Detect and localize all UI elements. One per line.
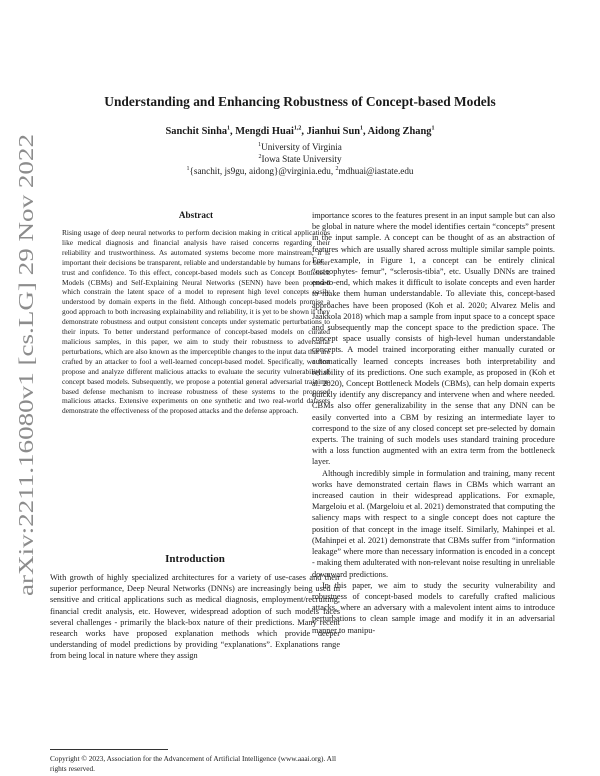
paper-title: Understanding and Enhancing Robustness of Concept-based Models bbox=[104, 94, 496, 109]
abstract-body: Rising usage of deep neural networks to perform decision making in critical applications like medical diagnosis and financial analysis have raised concerns regarding their reliability and trustworthiness. As automated systems become more mainstream, it is important their decisions be transparent, reliable and understandable by humans for better trust and confidence. To this effect, concept-based models such as Concept Bottleneck Models (CBMs) and Self-Explaining Neural Networks (SENN) have been proposed which constrain the latent space of a model to represent high level concepts easily understood by domain experts in the field. Although concept-based models promise a good approach to both increasing explainability and reliability, it is yet to be shown if they demonstrate robustness and output consistent concepts under systematic perturbations to their inputs. To better understand performance of concept-based models on curated malicious samples, in this paper, we aim to study their robustness to adversarial perturbations, which are also known as the imperceptible changes to the input data that are crafted by an attacker to fool a well-learned concept-based model. Specifically, we first propose and analyze different malicious attacks to evaluate the security vulnerability of concept based models. Subsequently, we propose a potential general adversarial training-based defense mechanism to increase robustness of these systems to the proposed malicious attacks. Extensive experiments on one synthetic and two real-world datasets demonstrate the effectiveness of the proposed attacks and the defense approach. bbox=[62, 228, 330, 416]
affiliation-1 bbox=[0, 142, 600, 152]
author-list: Sanchit Sinha$^1$, Mengdi Huai$^{1,2}$, Jianhui Sun$^1$, Aidong Zhang$^1$ bbox=[165, 125, 435, 137]
email-sup: 2 bbox=[335, 165, 339, 172]
affiliation-2 bbox=[0, 154, 600, 164]
affiliation-text: Iowa State University bbox=[261, 154, 342, 164]
author-name: Mengdi Huai bbox=[235, 126, 294, 137]
right-paragraph: Although incredibly simple in formulation and training, many recent works have demonstrated certain flaws in CBMs which warrant an increased caution in their widespread applications. For exmaple, Margeloiu et al. (Margeloiu et al. 2021) demonstrated that computing the saliency maps with respect to a single concept does not capture the position of that concept in the image itself. Similarly, Mahinpei et al. (Mahinpei et al. 2021) demonstrate that CBMs suffer from “information leakage” where more than necessary information is encoded in a concept - making them adulterated with non-relevant noise resulting in unreliable downward predictions. bbox=[312, 468, 555, 579]
right-column bbox=[312, 210, 555, 636]
copyright-footnote: Copyright © 2023, Association for the Advancement of Artificial Intelligence (www.aaai.org). All rights reserved. bbox=[50, 754, 336, 773]
author-sup: 1 bbox=[227, 125, 231, 132]
author-name: Jianhui Sun bbox=[306, 126, 360, 137]
right-paragraph: In this paper, we aim to study the security vulnerability and robustness of concept-based models to carefully crafted malicious attacks, where an adversary with a malevolent intent aims to introduce perturbations to clean sample image and modify it in an adversarial manner to manipu- bbox=[312, 580, 555, 635]
email-text: mdhuai@iastate.edu bbox=[338, 166, 414, 176]
author-name: Sanchit Sinha bbox=[165, 126, 228, 137]
email-text: {sanchit, js9gu, aidong}@virginia.edu, bbox=[189, 166, 336, 176]
author-sup: 1 bbox=[431, 125, 435, 132]
author-name: Aidong Zhang bbox=[367, 126, 432, 137]
intro-paragraph: With growth of highly specialized architectures for a variety of use-cases and their superior performance, Deep Neural Networks (DNNs) are increasingly being used in sensitive and critical applications such as medical diagnosis, employment/recruiting, financial credit analysis, etc. However, widespread adoption of such models faces several challenges - primarily the black-box nature of their predictions. Many recent research works have proposed explanation methods which provide deeper understanding of model predictions by providing “explanations”. Explanations range from being local in nature where they assign bbox=[50, 573, 340, 661]
intro-left-column bbox=[50, 572, 340, 662]
introduction-heading: Introduction bbox=[165, 553, 225, 565]
author-sup: 1,2 bbox=[293, 125, 302, 132]
affiliation-sup: 1 bbox=[258, 141, 262, 148]
arxiv-stamp-text: arXiv:2211.16080v1 [cs.LG] 29 Nov 2022 bbox=[14, 237, 38, 596]
footnote-rule bbox=[50, 749, 168, 750]
arxiv-stamp bbox=[6, 130, 42, 600]
affiliation-text: University of Virginia bbox=[261, 142, 342, 152]
abstract-heading: Abstract bbox=[178, 210, 214, 220]
author-emails bbox=[0, 166, 600, 176]
email-sup: 1 bbox=[186, 165, 190, 172]
affiliation-sup: 2 bbox=[258, 153, 262, 160]
author-sup: 1 bbox=[360, 125, 363, 132]
right-paragraph: importance scores to the features present in an input sample but can also be global in nature where the model identifies certain “concepts” present in the input sample. A concept can be thought of as an abstraction of features which are usually shared across multiple similar sample points. For example, in Figure 1, a concept can be entirely clinical “osteophytes- femur”, “sclerosis-tibia”, etc. Usually DNNs are trained end-to-end, which makes it difficult to isolate concepts and even harder to make them human understandable. To alleviate this, concept-based approaches have been proposed (Koh et al. 2020; Alvarez Melis and Jaakkola 2018) which map a sample from input space to a concept space and subsequently map the concept space to the prediction space. The concept space usually consists of high-level human understandable concepts. A model trained incorporating either manually curated or automatically learned concepts increases both interpretability and reliability of its predictions. One such example, as proposed in (Koh et al. 2020), Concept Bottleneck Models (CBMs), can help domain experts quickly identify any discrepancy and intervene when and where needed. CBMs also offer generalizability in the sense that any DNN can be easily converted into a CBM by resizing an intermediate layer to correspond to the size of any closed concept set pre-selected by domain experts. The training of such models uses standard training procedure with a loss function augmented with an extra term from the bottleneck layer. bbox=[312, 211, 555, 467]
